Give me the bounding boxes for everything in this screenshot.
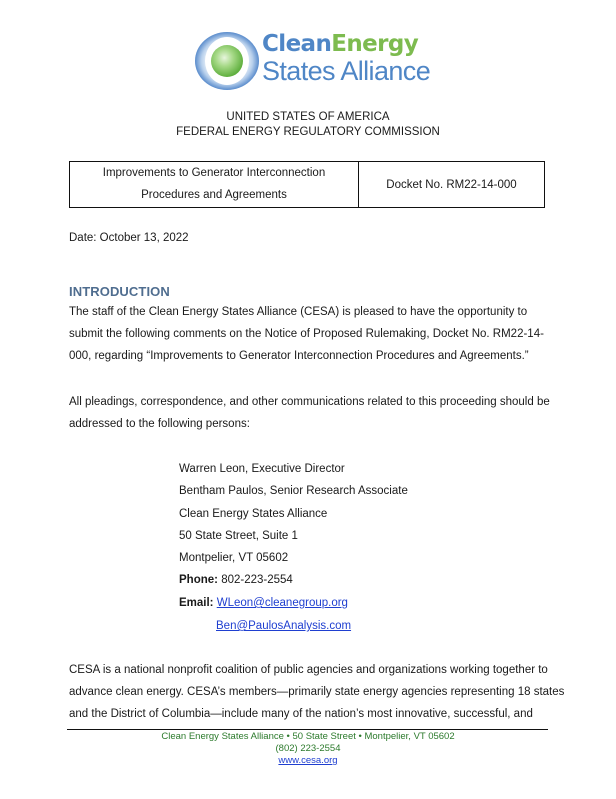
pleadings-paragraph-line: All pleadings, correspondence, and other communications related to this proceeding should be [69,396,550,408]
email-link-ben[interactable]: Ben@PaulosAnalysis.com [216,620,352,632]
pleadings-paragraph-line: addressed to the following persons: [69,418,250,430]
header-country: UNITED STATES OF AMERICA [226,111,390,123]
logo-word-energy: Energy [331,31,419,57]
cesa-paragraph-line: advance clean energy. CESA’s members—primarily state energy agencies representing 18 states [69,686,565,698]
section-heading-introduction: INTRODUCTION [69,284,170,299]
docket-table [69,161,545,208]
logo-line-2: States Alliance [262,56,431,86]
logo-word-clean: Clean [262,31,332,57]
contact-email-secondary [216,620,351,632]
docket-title-line-2: Procedures and Agreements [141,189,287,201]
email-label: Email: [179,597,214,609]
contact-email [179,597,348,609]
intro-paragraph-line: 000, regarding “Improvements to Generator Interconnection Procedures and Agreements.” [69,350,529,362]
contact-phone [179,574,293,586]
footer-phone: (802) 223-2554 [275,743,341,754]
docket-title-cell [70,162,359,207]
cesa-paragraph-line: and the District of Columbia—include many of the nation’s most innovative, successful, and [69,708,533,720]
intro-paragraph-line: The staff of the Clean Energy States Alliance (CESA) is pleased to have the opportunity to [69,306,528,318]
contact-line-bentham-paulos: Bentham Paulos, Senior Research Associate [179,485,408,497]
phone-label: Phone: [179,574,218,586]
contact-line-street: 50 State Street, Suite 1 [179,530,298,542]
docket-number-cell [359,162,544,207]
email-link-wleon[interactable]: WLeon@cleanegroup.org [216,597,348,609]
logo-wordmark [262,33,430,85]
phone-value: 802-223-2554 [221,574,293,586]
docket-title-line-1: Improvements to Generator Interconnection [102,167,326,179]
document-date: Date: October 13, 2022 [69,232,189,244]
footer-website-link[interactable]: www.cesa.org [278,755,338,766]
contact-line-organization: Clean Energy States Alliance [179,508,328,520]
footer-website-wrap [0,755,616,766]
contact-line-warren-leon: Warren Leon, Executive Director [179,463,345,475]
contact-line-city: Montpelier, VT 05602 [179,552,289,564]
logo-orb-icon [194,30,264,92]
footer-address: Clean Energy States Alliance • 50 State Street • Montpelier, VT 05602 [161,731,455,742]
docket-number: Docket No. RM22-14-000 [386,178,517,191]
header-commission: FEDERAL ENERGY REGULATORY COMMISSION [176,126,440,138]
intro-paragraph-line: submit the following comments on the Notice of Proposed Rulemaking, Docket No. RM22-14- [69,328,544,340]
cesa-paragraph-line: CESA is a national nonprofit coalition of public agencies and organizations working together to [69,664,548,676]
cesa-logo [194,30,434,92]
footer-divider [67,729,548,730]
